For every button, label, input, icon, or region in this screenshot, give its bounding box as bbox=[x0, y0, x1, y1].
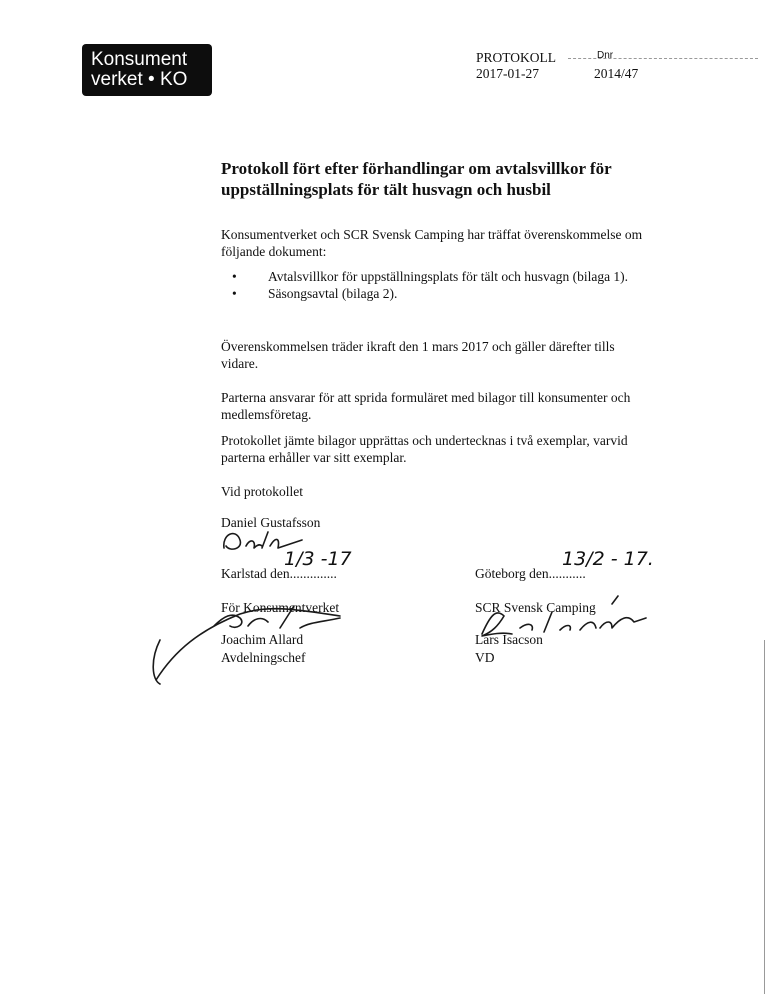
right-signature bbox=[482, 596, 646, 636]
right-signer: Lars Isacson bbox=[475, 632, 543, 647]
effective-paragraph: Överenskommelsen träder ikraft den 1 mars 2017 och gäller därefter tills vidare. bbox=[221, 339, 615, 371]
left-org: För Konsumentverket bbox=[221, 600, 340, 615]
spread-paragraph: Parterna ansvarar för att sprida formuläret med bilagor till konsumenter och medlemsföretag. bbox=[221, 390, 631, 422]
page-title: Protokoll fört efter förhandlingar om avtalsvillkor för uppställningsplats för tält husvagn och husbil bbox=[221, 159, 612, 199]
dnr-value: 2014/47 bbox=[594, 66, 639, 81]
vid-protokollet: Vid protokollet bbox=[221, 484, 304, 499]
dnr-label: Dnr bbox=[597, 50, 614, 61]
left-signer: Joachim Allard bbox=[221, 632, 304, 647]
list-item: • Avtalsvillkor för uppställningsplats för tält och husvagn (bilaga 1). bbox=[221, 268, 651, 285]
right-role: VD bbox=[475, 650, 495, 665]
right-org: SCR Svensk Camping bbox=[475, 600, 596, 615]
doc-type: PROTOKOLL bbox=[476, 50, 557, 65]
logo-line-2: verket • KO bbox=[91, 69, 188, 90]
list-item: • Säsongsavtal (bilaga 2). bbox=[221, 285, 651, 302]
left-signature bbox=[153, 606, 340, 684]
right-place-date: Göteborg den........... bbox=[475, 566, 586, 581]
copies-paragraph: Protokollet jämte bilagor upprättas och undertecknas i två exemplar, varvid parterna erhåller var sitt exemplar. bbox=[221, 433, 628, 465]
right-handwritten-date: 13/2 - 17. bbox=[562, 548, 654, 570]
intro-paragraph: Konsumentverket och SCR Svensk Camping har träffat överenskommelse om följande dokument: bbox=[221, 227, 643, 259]
doc-date: 2017-01-27 bbox=[476, 66, 539, 81]
secretary-name: Daniel Gustafsson bbox=[221, 515, 321, 530]
left-place-date: Karlstad den.............. bbox=[221, 566, 337, 581]
scan-edge-line bbox=[764, 640, 765, 994]
left-role: Avdelningschef bbox=[221, 650, 306, 665]
left-handwritten-date: 1/3 -17 bbox=[284, 548, 352, 570]
secretary-signature bbox=[224, 532, 302, 549]
logo-line-1: Konsument bbox=[91, 49, 188, 70]
